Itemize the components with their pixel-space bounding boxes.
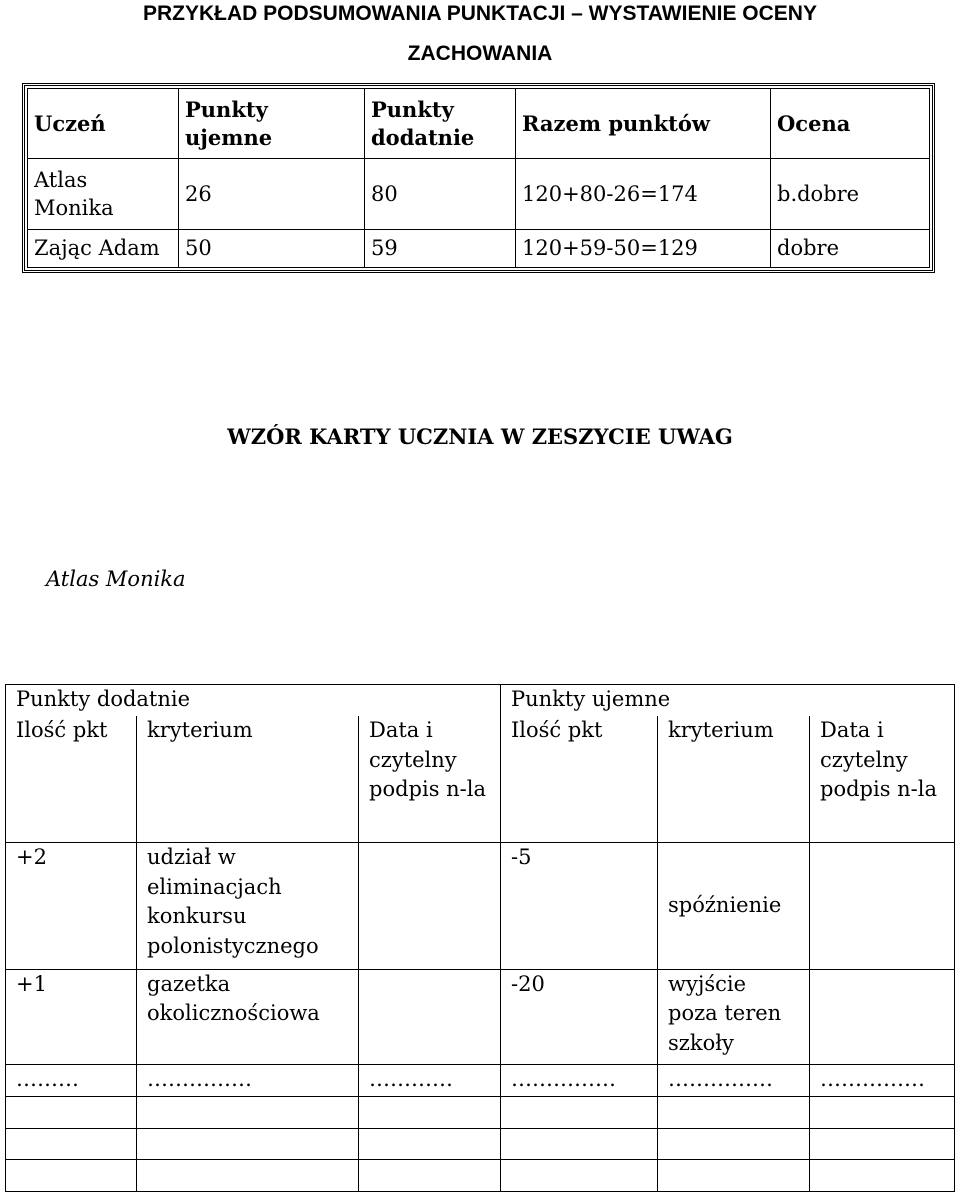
- header-grade: Ocena: [771, 89, 930, 159]
- placeholder-dots: ……………: [810, 1064, 955, 1096]
- header-signature: Data i czytelny podpis n-la: [359, 716, 501, 843]
- negative-points-value: -5: [501, 843, 658, 970]
- student-name: Atlas Monika: [46, 567, 186, 591]
- positive-points-value: +2: [6, 843, 137, 970]
- empty-cell: [359, 1096, 501, 1128]
- positive-points-value: +1: [6, 969, 137, 1064]
- positive-points-cell: 59: [365, 229, 516, 267]
- empty-row: [6, 1096, 955, 1128]
- negative-points-title: Punkty ujemne: [501, 685, 955, 717]
- negative-points-cell: 50: [179, 229, 365, 267]
- placeholder-dots: …………: [359, 1064, 501, 1096]
- empty-cell: [137, 1160, 359, 1192]
- signature-cell: [359, 969, 501, 1064]
- empty-cell: [810, 1160, 955, 1192]
- empty-cell: [658, 1160, 810, 1192]
- student-card-table: [5, 684, 955, 1192]
- empty-cell: [6, 1096, 137, 1128]
- header-student: Uczeń: [28, 89, 179, 159]
- card-header-row: [6, 716, 955, 843]
- header-criterion: kryterium: [137, 716, 359, 843]
- table-row: [28, 229, 930, 267]
- empty-cell: [501, 1128, 658, 1160]
- empty-cell: [658, 1096, 810, 1128]
- empty-row: [6, 1128, 955, 1160]
- negative-criterion: wyjście poza teren szkoły: [658, 969, 810, 1064]
- document-title-line2: ZACHOWANIA: [407, 42, 553, 65]
- empty-cell: [658, 1128, 810, 1160]
- signature-cell: [359, 843, 501, 970]
- header-signature: Data i czytelny podpis n-la: [810, 716, 955, 843]
- summary-header-row: [28, 89, 930, 159]
- student-cell: Atlas Monika: [28, 159, 179, 229]
- positive-points-title: Punkty dodatnie: [6, 685, 501, 717]
- positive-criterion: udział w eliminacjach konkursu polonistycznego: [137, 843, 359, 970]
- empty-cell: [137, 1096, 359, 1128]
- header-criterion: kryterium: [658, 716, 810, 843]
- signature-cell: [810, 843, 955, 970]
- placeholder-dots: ………: [6, 1064, 137, 1096]
- document-title-line1: PRZYKŁAD PODSUMOWANIA PUNKTACJI – WYSTAWIENIE OCENY: [143, 2, 817, 25]
- empty-cell: [359, 1128, 501, 1160]
- empty-cell: [501, 1096, 658, 1128]
- empty-cell: [810, 1096, 955, 1128]
- header-positive-points: Punkty dodatnie: [365, 89, 516, 159]
- empty-cell: [501, 1160, 658, 1192]
- header-total-points: Razem punktów: [516, 89, 771, 159]
- grade-cell: dobre: [771, 229, 930, 267]
- summary-table: [22, 83, 935, 273]
- empty-cell: [137, 1128, 359, 1160]
- empty-cell: [6, 1160, 137, 1192]
- signature-cell: [810, 969, 955, 1064]
- positive-criterion: gazetka okolicznościowa: [137, 969, 359, 1064]
- empty-cell: [810, 1128, 955, 1160]
- empty-row: [6, 1160, 955, 1192]
- placeholder-dots: ……………: [501, 1064, 658, 1096]
- card-title-row: [6, 685, 955, 717]
- total-points-cell: 120+59-50=129: [516, 229, 771, 267]
- grade-cell: b.dobre: [771, 159, 930, 229]
- table-row: [28, 159, 930, 229]
- placeholder-dots: ……………: [658, 1064, 810, 1096]
- header-points: Ilość pkt: [6, 716, 137, 843]
- table-row: [6, 843, 955, 970]
- empty-cell: [6, 1128, 137, 1160]
- empty-cell: [359, 1160, 501, 1192]
- student-cell: Zając Adam: [28, 229, 179, 267]
- dots-row: [6, 1064, 955, 1096]
- negative-points-value: -20: [501, 969, 658, 1064]
- header-points: Ilość pkt: [501, 716, 658, 843]
- total-points-cell: 120+80-26=174: [516, 159, 771, 229]
- section-title: WZÓR KARTY UCZNIA W ZESZYCIE UWAG: [227, 424, 733, 449]
- positive-points-cell: 80: [365, 159, 516, 229]
- placeholder-dots: ……………: [137, 1064, 359, 1096]
- table-row: [6, 969, 955, 1064]
- header-negative-points: Punkty ujemne: [179, 89, 365, 159]
- negative-points-cell: 26: [179, 159, 365, 229]
- negative-criterion: spóźnienie: [658, 843, 810, 970]
